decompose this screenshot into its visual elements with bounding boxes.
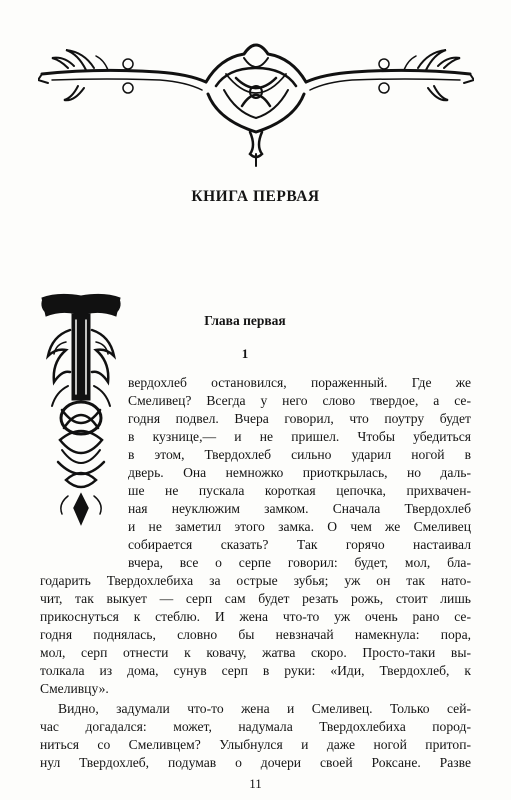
- ornamental-dropcap: [38, 290, 124, 528]
- text-line: вердохлеб остановился, пораженный. Где же: [128, 375, 471, 390]
- text-line: Видно, задумали что-то жена и Смеливец. Только сей-: [58, 701, 471, 716]
- header-ornament-knot: [38, 28, 474, 168]
- text-line: годарить Твердохлебиха за острые зубья; уж он так нато-: [40, 573, 471, 588]
- text-line: час догадался: может, надумала Твердохлебиха пород-: [40, 719, 471, 734]
- text-line: ше не пускала короткая цепочка, прихвачен-: [128, 483, 471, 498]
- text-line: мол, серп отнести к ковачу, жатва скоро. Просто-таки вы-: [40, 645, 471, 660]
- text-line: ниться со Смеливцем? Улыбнулся и даже ногой притоп-: [40, 737, 471, 752]
- text-line: дверь. Она немножко приоткрылась, но даль-: [128, 465, 471, 480]
- text-line: толкала из дома, сунув серп в руки: «Иди, Твердохлеб, к: [40, 663, 471, 678]
- text-line: ная неуклюжим замком. Сначала Твердохлеб: [128, 501, 471, 516]
- text-line: чит, так выкует — серп сам будет резать рожь, стоит лишь: [40, 591, 471, 606]
- text-line: Смеливцу».: [40, 681, 109, 696]
- text-line: вчера, все о серпе говорил: будет, мол, бла-: [128, 555, 471, 570]
- text-line: нул Твердохлеб, подумав о дочери своей Роксане. Разве: [40, 755, 471, 770]
- chapter-title: Глава первая: [204, 313, 286, 328]
- text-line: годня подвел. Вчера говорил, что поутру будет: [128, 411, 471, 426]
- text-line: в этом, Твердохлеб сильно ударил ногой в: [128, 447, 471, 462]
- text-line: и не заметил этого замка. О чем же Смеливец: [128, 519, 471, 534]
- text-line: в кузнице,— и не пришел. Чтобы убедиться: [128, 429, 471, 444]
- text-line: прикоснуться к стеблю. И жена что-то уж очень рано се-: [40, 609, 471, 624]
- text-line: собирается сказать? Так горячо настаивал: [128, 537, 471, 552]
- text-line: годня поднялась, словно бы невзначай намекнула: пора,: [40, 627, 471, 642]
- section-number: 1: [241, 346, 249, 361]
- book-title: КНИГА ПЕРВАЯ: [191, 188, 320, 205]
- page-number: 11: [249, 776, 262, 791]
- text-line: Смеливец? Всегда у него слово твердое, а се-: [128, 393, 471, 408]
